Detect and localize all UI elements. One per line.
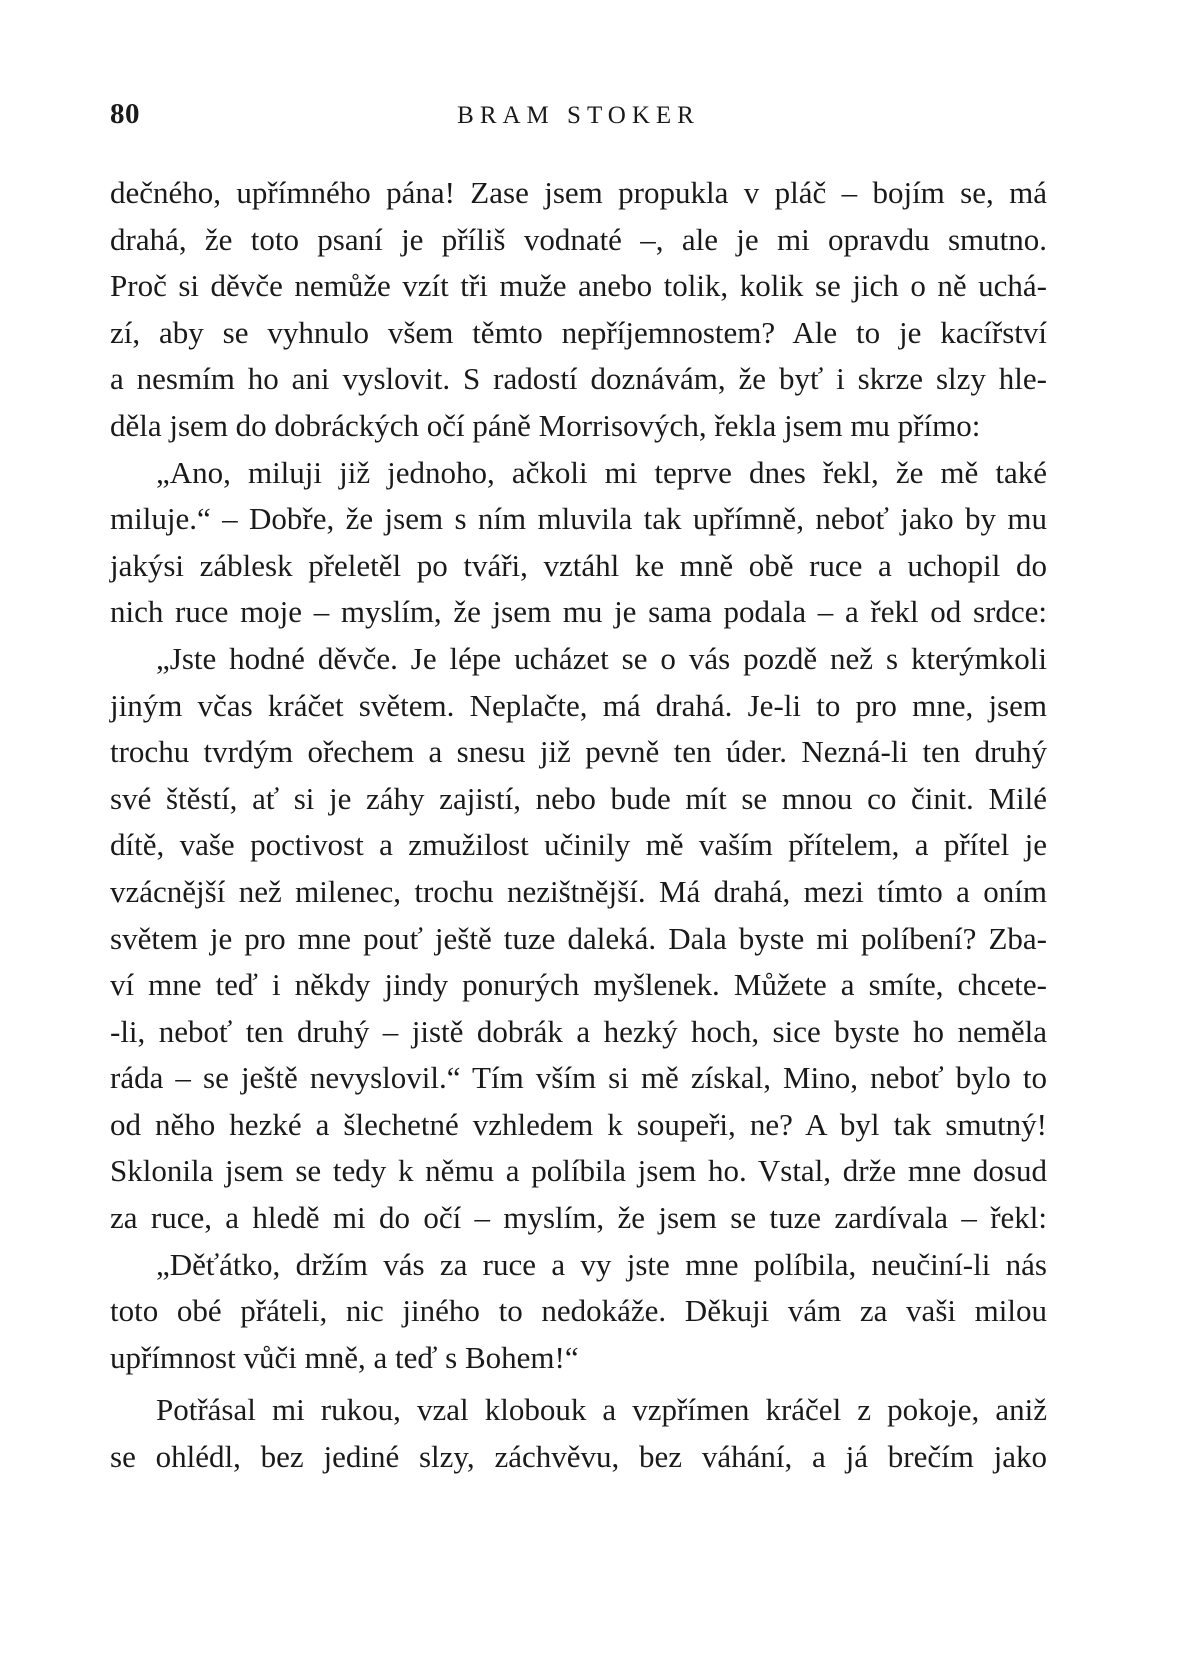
text-line: nich ruce moje – myslím, že jsem mu je sama podala – a řekl od srdce: xyxy=(110,594,1047,630)
page-number: 80 xyxy=(110,98,140,130)
text-line: upřímnost vůči mně, a teď s Bohem!“ xyxy=(110,1339,579,1375)
text-line: „Děťátko, držím vás za ruce a vy jste mne políbila, neučiní-li nás xyxy=(156,1246,1047,1282)
text-line: dítě, vaše poctivost a zmužilost učinily mě vaším přítelem, a přítel je xyxy=(110,827,1047,863)
text-line: toto obé přáteli, nic jiného to nedokáže. Děkuji vám za vaši milou xyxy=(110,1293,1047,1329)
text-line: Proč si děvče nemůže vzít tři muže anebo tolik, kolik se jich o ně uchá- xyxy=(110,268,1047,304)
text-line: „Jste hodné děvče. Je lépe ucházet se o vás pozdě než s kterýmkoli xyxy=(156,640,1047,676)
text-line: drahá, že toto psaní je příliš vodnaté –, ale je mi opravdu smutno. xyxy=(110,221,1047,257)
text-line: -li, neboť ten druhý – jistě dobrák a hezký hoch, sice byste ho neměla xyxy=(110,1013,1047,1049)
text-line: trochu tvrdým ořechem a snesu již pevně ten úder. Nezná-li ten druhý xyxy=(110,734,1047,770)
text-line: od něho hezké a šlechetné vzhledem k soupeři, ne? A byl tak smutný! xyxy=(110,1106,1047,1142)
text-line: své štěstí, ať si je záhy zajistí, nebo bude mít se mnou co činit. Milé xyxy=(110,780,1047,816)
text-line: jakýsi záblesk přeletěl po tváři, vztáhl ke mně obě ruce a uchopil do xyxy=(110,547,1047,583)
text-line: děla jsem do dobráckých očí páně Morrisových, řekla jsem mu přímo: xyxy=(110,407,981,443)
text-line: zí, aby se vyhnulo všem těmto nepříjemnostem? Ale to je kacířství xyxy=(110,314,1047,350)
text-line: za ruce, a hledě mi do očí – myslím, že jsem se tuze zardívala – řekl: xyxy=(110,1200,1047,1236)
text-line: Sklonila jsem se tedy k němu a políbila jsem ho. Vstal, drže mne dosud xyxy=(110,1153,1047,1189)
running-head-author: BRAM STOKER xyxy=(457,102,700,129)
text-line: Potřásal mi rukou, vzal klobouk a vzpřímen kráčel z pokoje, aniž xyxy=(156,1392,1047,1428)
text-line: ráda – se ještě nevyslovil.“ Tím vším si mě získal, Mino, neboť bylo to xyxy=(110,1060,1047,1096)
text-line: „Ano, miluji již jednoho, ačkoli mi teprve dnes řekl, že mě také xyxy=(156,454,1047,490)
text-line: miluje.“ – Dobře, že jsem s ním mluvila tak upřímně, neboť jako by mu xyxy=(110,501,1047,537)
body-text xyxy=(110,170,1047,1481)
text-line: a nesmím ho ani vyslovit. S radostí doznávám, že byť i skrze slzy hle- xyxy=(110,361,1047,397)
text-line: ví mne teď i někdy jindy ponurých myšlenek. Můžete a smíte, chcete- xyxy=(110,967,1047,1003)
text-line: vzácnější než milenec, trochu nezištnější. Má drahá, mezi tímto a oním xyxy=(110,873,1047,909)
text-line: se ohlédl, bez jediné slzy, záchvěvu, bez váhání, a já brečím jako xyxy=(110,1439,1047,1475)
text-line: jiným včas kráčet světem. Neplačte, má drahá. Je-li to pro mne, jsem xyxy=(110,687,1047,723)
text-line: dečného, upřímného pána! Zase jsem propukla v pláč – bojím se, má xyxy=(110,175,1047,210)
text-line: světem je pro mne pouť ještě tuze daleká. Dala byste mi políbení? Zba- xyxy=(110,920,1047,956)
